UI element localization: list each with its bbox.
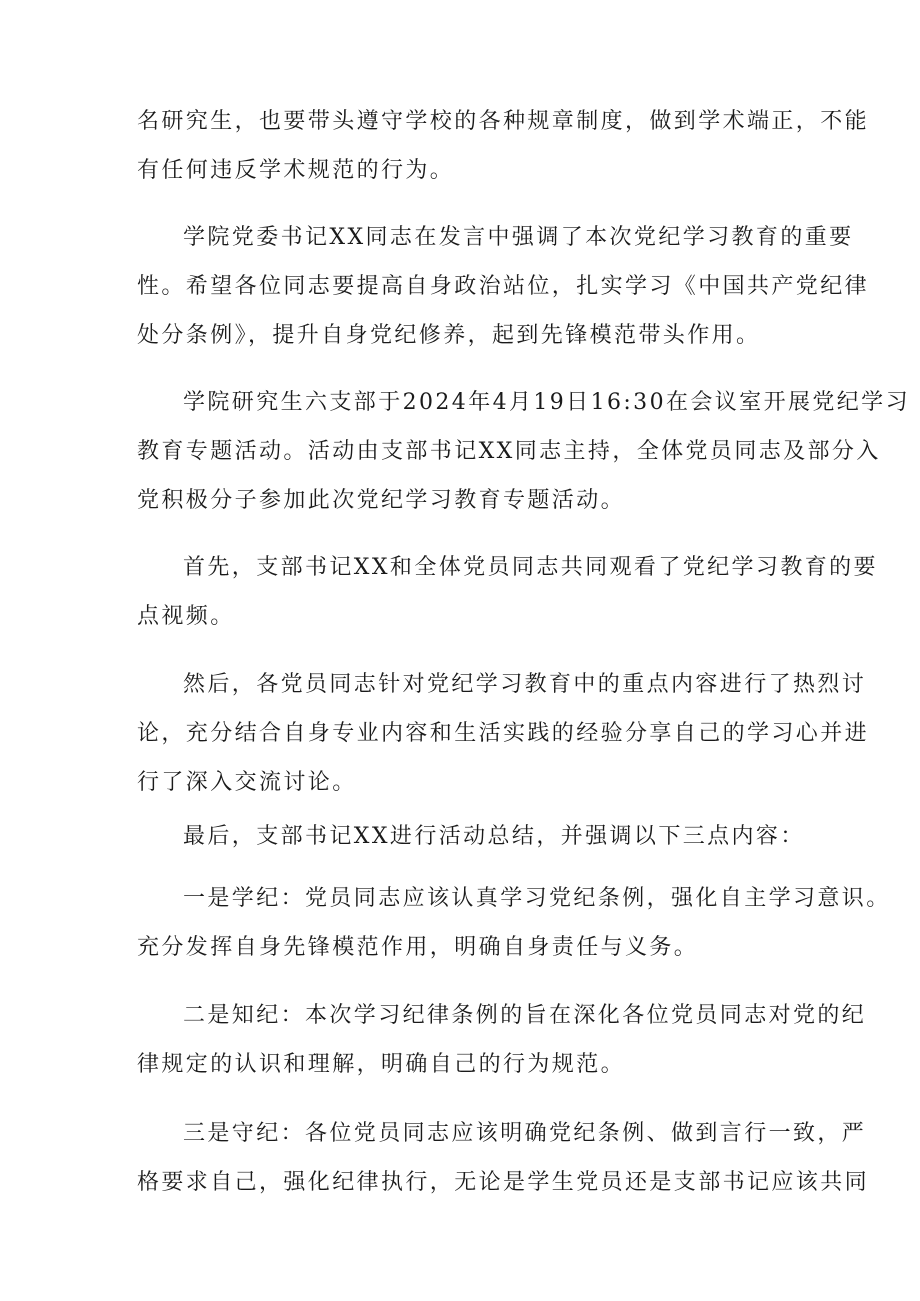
paragraph-6 bbox=[137, 812, 805, 861]
paragraph-7 bbox=[137, 874, 891, 972]
paragraph-line: 党积极分子参加此次党纪学习教育专题活动。 bbox=[137, 488, 626, 513]
paragraph-5 bbox=[137, 660, 870, 807]
paragraph-line: 学院研究生六支部于2024年4月19日16:30在会议室开展党纪学习 bbox=[183, 390, 910, 415]
paragraph-line: 点视频。 bbox=[137, 604, 235, 629]
paragraph-line: 教育专题活动。活动由支部书记XX同志主持，全体党员同志及部分入 bbox=[137, 439, 881, 464]
paragraph-line: 然后，各党员同志针对党纪学习教育中的重点内容进行了热烈讨 bbox=[183, 672, 867, 697]
paragraph-8 bbox=[137, 991, 867, 1089]
paragraph-4 bbox=[137, 543, 878, 641]
paragraph-line: 首先，支部书记XX和全体党员同志共同观看了党纪学习教育的要 bbox=[183, 555, 878, 580]
paragraph-line: 行了深入交流讨论。 bbox=[137, 770, 357, 795]
paragraph-line: 一是学纪：党员同志应该认真学习党纪条例，强化自主学习意识。 bbox=[183, 886, 891, 911]
paragraph-line: 最后，支部书记XX进行活动总结，并强调以下三点内容： bbox=[183, 824, 805, 849]
paragraph-line: 学院党委书记XX同志在发言中强调了本次党纪学习教育的重要 bbox=[183, 225, 854, 250]
paragraph-line: 二是知纪：本次学习纪律条例的旨在深化各位党员同志对党的纪 bbox=[183, 1003, 867, 1028]
paragraph-line: 有任何违反学术规范的行为。 bbox=[137, 158, 455, 183]
paragraph-2 bbox=[137, 213, 870, 360]
paragraph-1 bbox=[137, 97, 870, 195]
paragraph-line: 论，充分结合自身专业内容和生活实践的经验分享自己的学习心并进 bbox=[137, 721, 870, 746]
paragraph-3 bbox=[137, 378, 910, 525]
paragraph-line: 律规定的认识和理解，明确自己的行为规范。 bbox=[137, 1052, 626, 1077]
paragraph-line: 格要求自己，强化纪律执行，无论是学生党员还是支部书记应该共同 bbox=[137, 1170, 870, 1195]
paragraph-line: 名研究生，也要带头遵守学校的各种规章制度，做到学术端正，不能 bbox=[137, 109, 870, 134]
paragraph-line: 三是守纪：各位党员同志应该明确党纪条例、做到言行一致，严 bbox=[183, 1121, 867, 1146]
paragraph-line: 性。希望各位同志要提高自身政治站位，扎实学习《中国共产党纪律 bbox=[137, 274, 870, 299]
paragraph-line: 充分发挥自身先锋模范作用，明确自身责任与义务。 bbox=[137, 935, 699, 960]
paragraph-line: 处分条例》，提升自身党纪修养，起到先锋模范带头作用。 bbox=[137, 323, 761, 348]
paragraph-9 bbox=[137, 1109, 870, 1207]
